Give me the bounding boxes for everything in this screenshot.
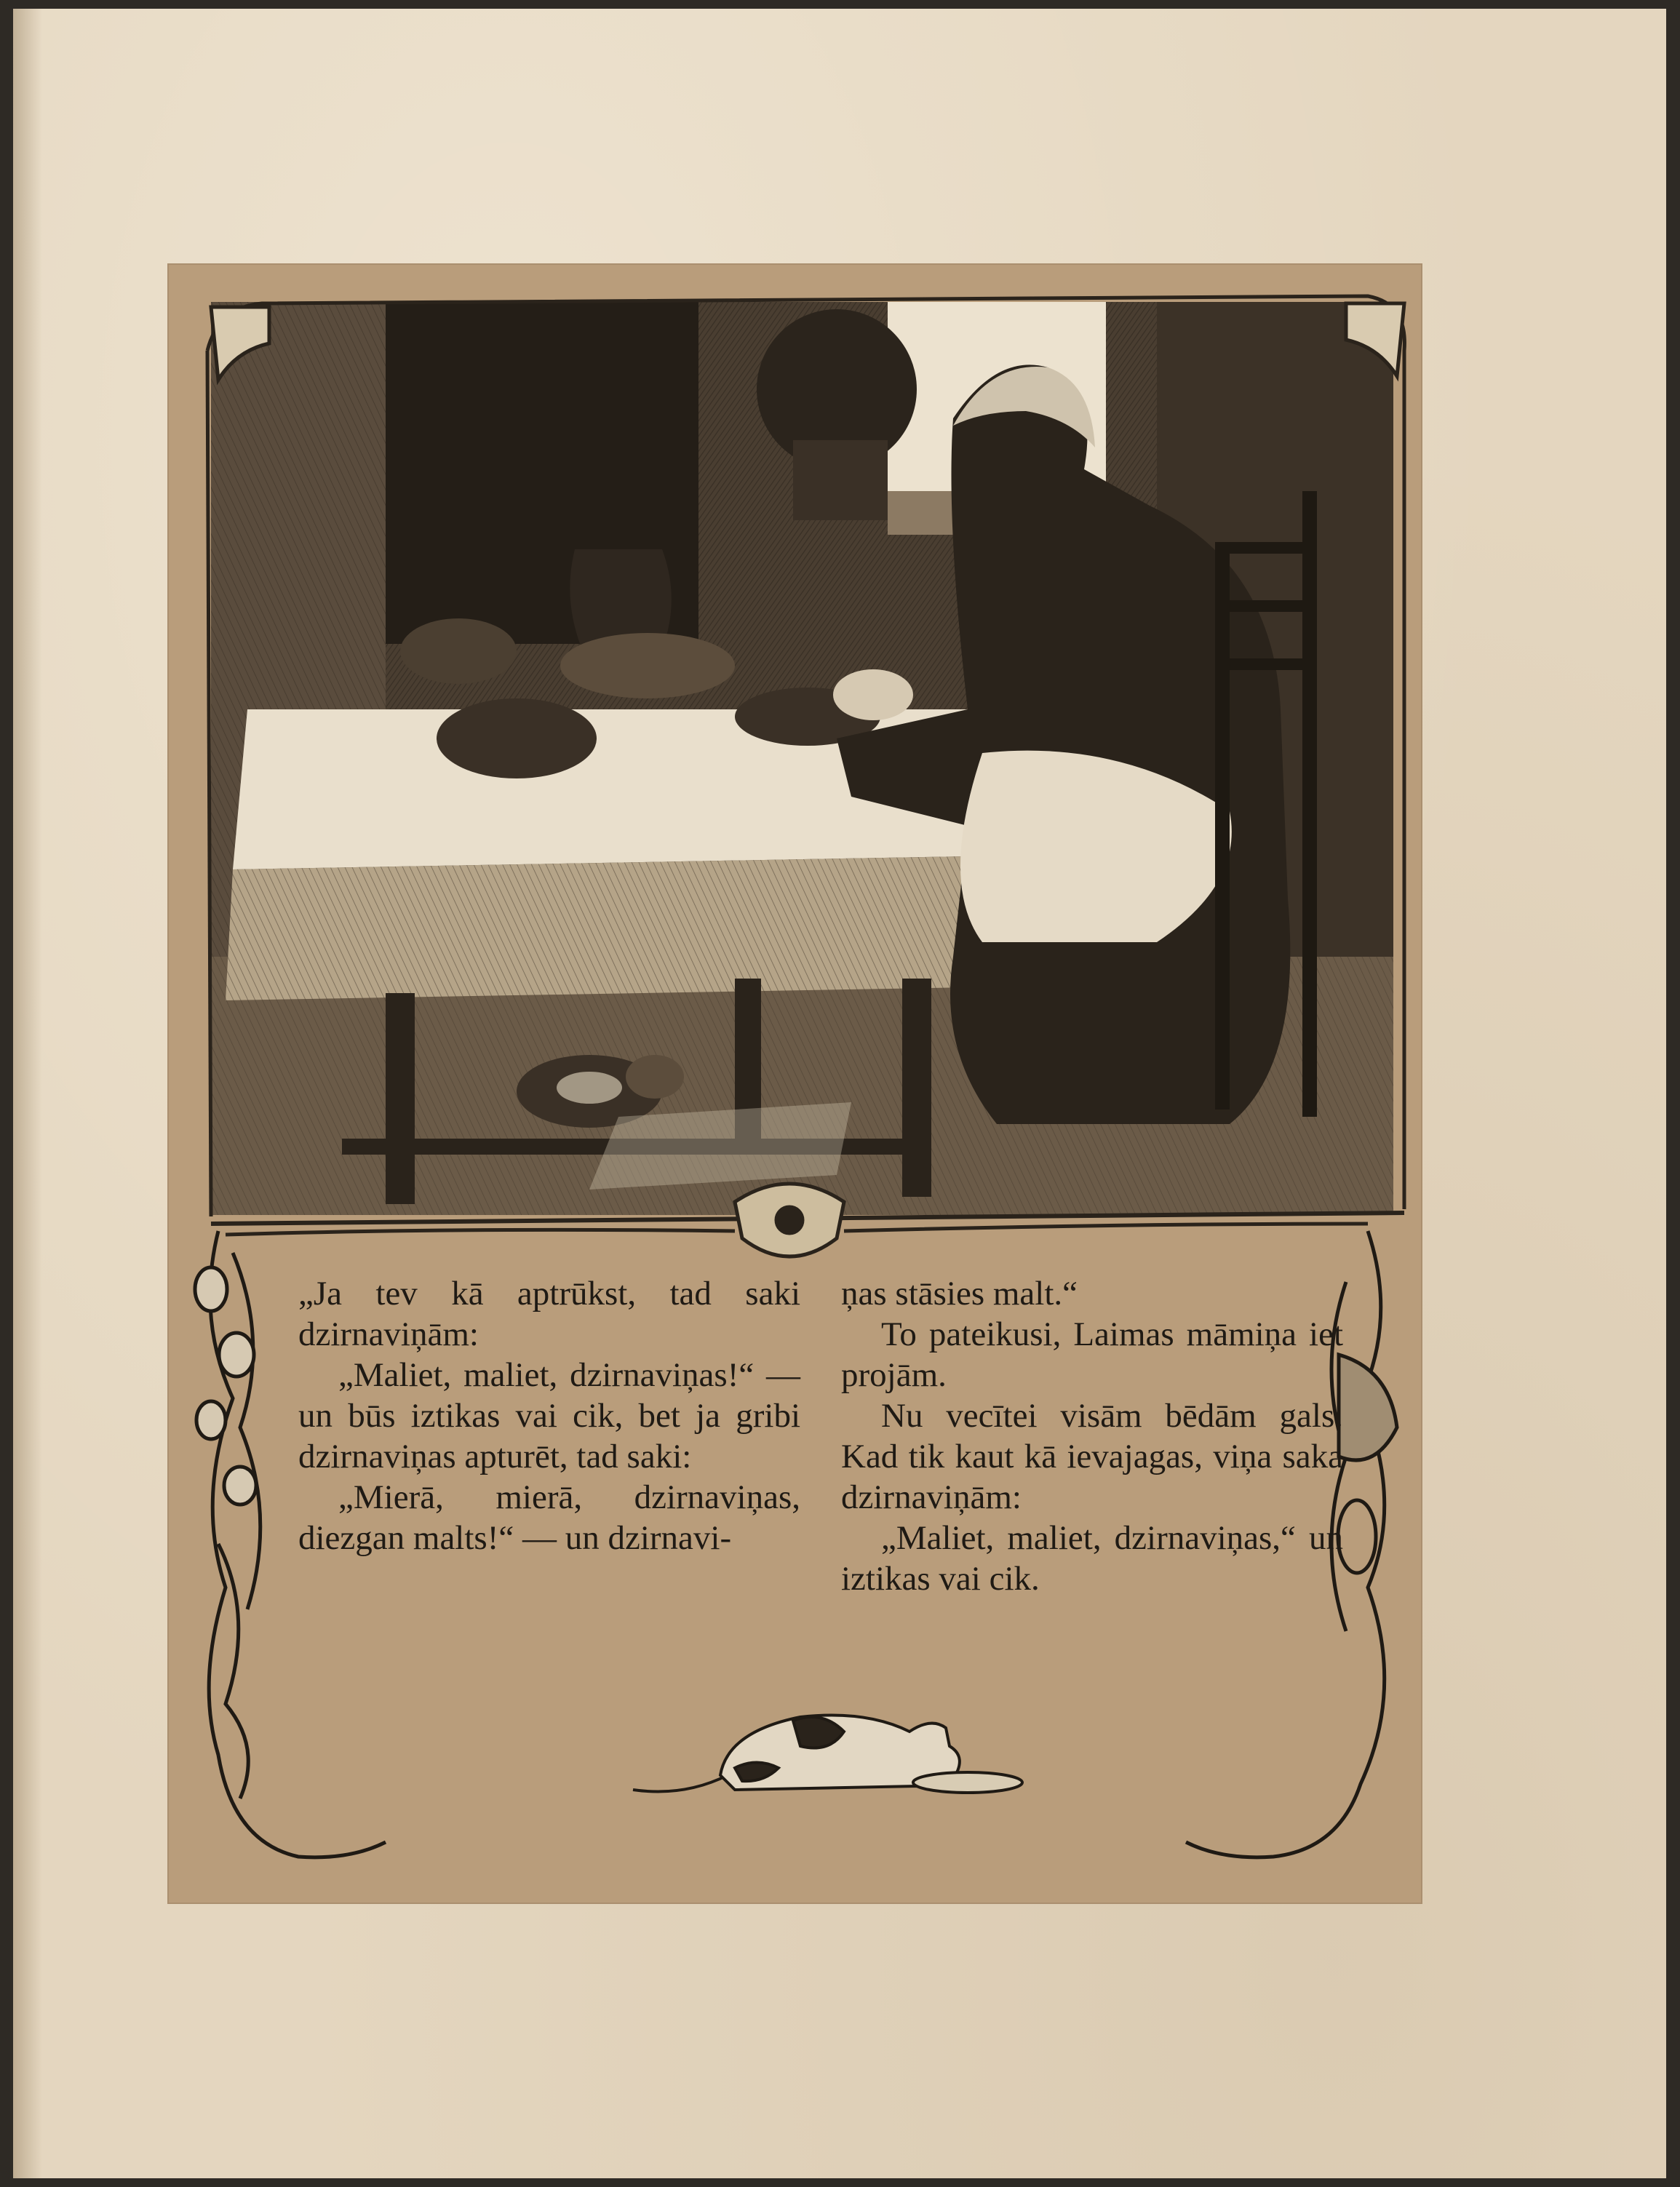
paragraph: To pateikusi, Laimas māmiņa iet projām. bbox=[841, 1315, 1343, 1394]
text-column-right bbox=[841, 1273, 1343, 1599]
cat-vignette-icon bbox=[626, 1688, 1026, 1804]
ornamental-frame bbox=[167, 263, 1422, 1904]
paragraph: ņas stāsies malt.“ bbox=[841, 1275, 1078, 1312]
paragraph: „Mierā, mierā, dzirnaviņas, diezgan malts!“ — un dzirnavi- bbox=[298, 1478, 800, 1557]
paragraph: Nu vecītei visām bēdām gals. Kad tik kaut kā ievajagas, viņa saka dzirnaviņām: bbox=[841, 1397, 1343, 1516]
text-column-left bbox=[298, 1273, 800, 1558]
page-gutter-shadow bbox=[13, 9, 42, 2178]
paragraph: „Maliet, maliet, dzirnaviņas,“ un iztikas vai cik. bbox=[841, 1519, 1343, 1598]
paragraph: „Ja tev kā aptrūkst, tad saki dzirnaviņām: bbox=[298, 1275, 800, 1353]
paragraph: „Maliet, maliet, dzirnaviņas!“ — un būs iztikas vai cik, bet ja gribi dzirnaviņas apturēt, tad saki: bbox=[298, 1356, 800, 1475]
